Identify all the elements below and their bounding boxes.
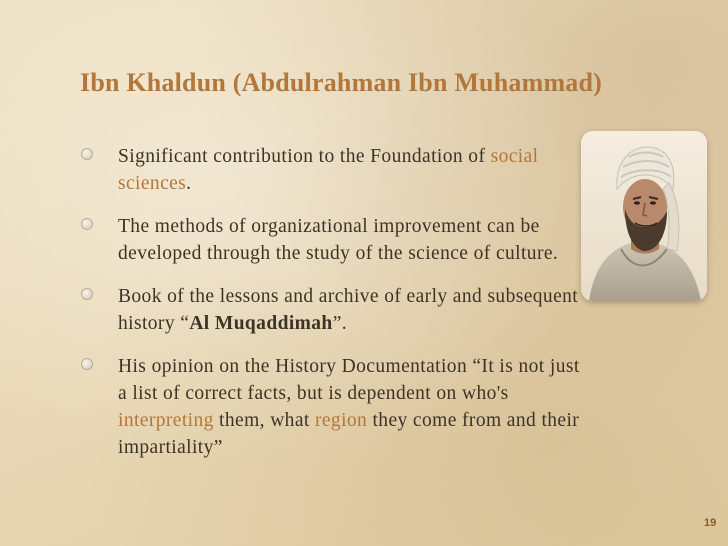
bullet-text-segment: Book of the lessons and archive of early and subsequent history “ (118, 286, 579, 334)
bullet-text-segment: they come from and their impartiality” (118, 410, 580, 458)
ibn-khaldun-portrait (581, 131, 707, 301)
bullet-item (80, 283, 580, 337)
bullet-bold-text: Al Muqaddimah (189, 313, 333, 334)
page-number: 19 (704, 517, 717, 529)
bullet-text-segment: . (186, 173, 192, 194)
bullet-marker-icon (81, 218, 93, 230)
bullet-highlight-text: social sciences (118, 146, 539, 194)
bullet-highlight-text: region (314, 410, 368, 431)
bullet-text-segment: Significant contribution to the Foundation of (118, 146, 491, 167)
bullet-marker-icon (81, 148, 93, 160)
bullet-text-segment: His opinion on the History Documentation “It is not just a list of correct facts, but is dependent on who's (118, 356, 580, 404)
bullet-text-segment: them, what (213, 410, 315, 431)
bullet-marker-icon (81, 358, 93, 370)
bullet-item (80, 213, 580, 267)
bullet-text-segment: ”. (332, 313, 348, 334)
portrait-illustration (581, 131, 707, 301)
bullet-text-segment: The methods of organizational improvement can be developed through the study of the science of culture. (118, 216, 559, 264)
bullet-highlight-text: interpreting (118, 410, 214, 431)
bullet-item (80, 143, 580, 197)
bullet-list (80, 143, 580, 477)
bullet-item (80, 353, 580, 461)
slide-title: Ibn Khaldun (Abdulrahman Ibn Muhammad) (80, 68, 603, 97)
bullet-marker-icon (81, 288, 93, 300)
